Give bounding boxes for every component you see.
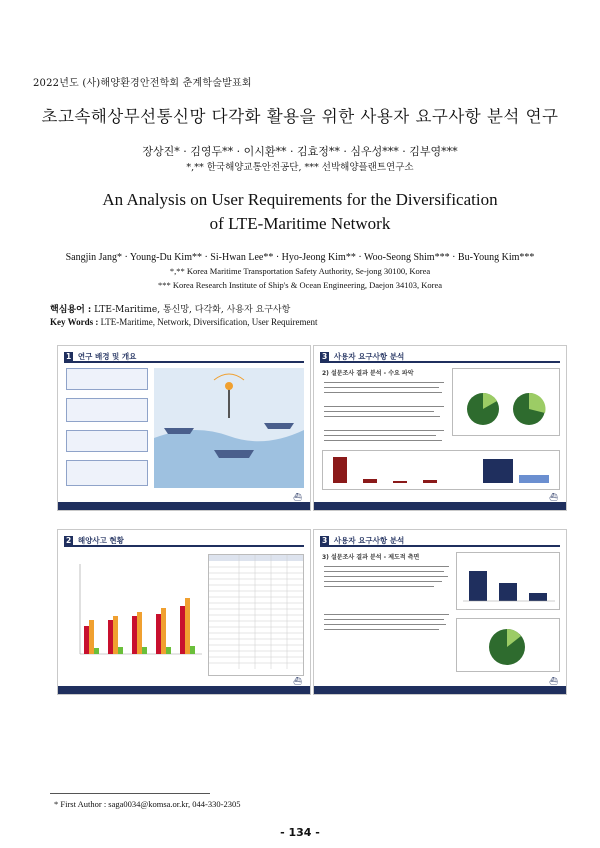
text-line bbox=[324, 566, 449, 567]
keywords-korean bbox=[50, 302, 290, 315]
text-box bbox=[66, 460, 148, 486]
text-line bbox=[324, 614, 449, 615]
panel-number: 1 bbox=[66, 352, 72, 361]
panel-subheading: 3) 설문조사 결과 분석 - 제도적 측면 bbox=[322, 554, 420, 561]
accident-bar-chart bbox=[66, 554, 204, 672]
figure-panel-accidents bbox=[57, 529, 311, 695]
text-line bbox=[324, 619, 444, 620]
panel-rule bbox=[64, 545, 304, 547]
authors-korean: 장상진* · 김영두** · 이시환** · 김효정** · 심우성*** · 김부영*** bbox=[142, 145, 458, 158]
panel-rule bbox=[64, 361, 304, 363]
text-line bbox=[324, 387, 439, 388]
authors-english: Sangjin Jang* · Young-Du Kim** · Si-Hwan Lee** · Hyo-Jeong Kim** · Woo-Seong Shim*** · Bu-Young Kim*** bbox=[65, 252, 535, 263]
text-line bbox=[324, 581, 442, 582]
text-line bbox=[324, 576, 448, 577]
ship-icon: ⛴ bbox=[549, 677, 558, 685]
text-line bbox=[324, 392, 442, 393]
panel-number: 3 bbox=[322, 536, 328, 545]
panel-title: 사용자 요구사항 분석 bbox=[333, 536, 405, 545]
affiliation-english-2: *** Korea Research Institute of Ship's & Ocean Engineering, Daejon 34103, Korea bbox=[157, 280, 443, 290]
maritime-illustration bbox=[154, 368, 304, 488]
text-line bbox=[324, 629, 439, 630]
text-line bbox=[324, 382, 444, 383]
mini-pie-chart bbox=[456, 618, 560, 672]
text-box bbox=[66, 368, 148, 390]
panel-rule bbox=[320, 361, 560, 363]
text-box bbox=[66, 430, 148, 452]
keywords-english-label: Key Words : bbox=[50, 317, 99, 327]
keywords-korean-value: LTE-Maritime, 통신망, 다각화, 사용자 요구사항 bbox=[94, 305, 291, 315]
figure-panel-background bbox=[57, 345, 311, 511]
text-line bbox=[324, 586, 434, 587]
footnote: * First Author : saga0034@komsa.or.kr, 044-330-2305 bbox=[54, 799, 241, 809]
text-line bbox=[324, 406, 444, 407]
title-korean: 초고속해상무선통신망 다각화 활용을 위한 사용자 요구사항 분석 연구 bbox=[41, 107, 559, 126]
text-line bbox=[324, 624, 446, 625]
page-number: - 134 - bbox=[280, 826, 320, 839]
text-line bbox=[324, 416, 440, 417]
accident-table bbox=[208, 554, 304, 676]
keywords-korean-label: 핵심용어 : bbox=[50, 305, 92, 315]
ship-icon: ⛴ bbox=[293, 493, 302, 501]
panel-footer-bar bbox=[58, 502, 310, 510]
keywords-english-value: LTE-Maritime, Network, Diversification, User Requirement bbox=[100, 317, 318, 327]
text-line bbox=[324, 435, 436, 436]
text-box bbox=[66, 398, 148, 422]
panel-number: 2 bbox=[66, 536, 72, 545]
panel-footer-bar bbox=[314, 502, 566, 510]
mini-bar-chart bbox=[322, 450, 560, 490]
ship-icon: ⛴ bbox=[293, 677, 302, 685]
footnote-rule bbox=[50, 793, 210, 794]
panel-title: 사용자 요구사항 분석 bbox=[333, 352, 405, 361]
panel-subheading: 2) 설문조사 결과 분석 - 수요 파악 bbox=[322, 370, 414, 377]
ship-icon: ⛴ bbox=[549, 493, 558, 501]
text-line bbox=[324, 571, 444, 572]
panel-title: 해양사고 현황 bbox=[77, 536, 124, 545]
text-line bbox=[324, 430, 444, 431]
panel-footer-bar bbox=[314, 686, 566, 694]
panel-number: 3 bbox=[322, 352, 328, 361]
conference-header: 2022년도 (사)해양환경안전학회 춘계학술발표회 bbox=[33, 78, 252, 89]
keywords-english bbox=[50, 317, 317, 327]
text-line bbox=[324, 411, 434, 412]
affiliation-english-1: *,** Korea Maritime Transportation Safety Authority, Se-jong 30100, Korea bbox=[169, 266, 431, 276]
panel-rule bbox=[320, 545, 560, 547]
text-line bbox=[324, 440, 442, 441]
panel-title: 연구 배경 및 개요 bbox=[77, 352, 137, 361]
title-english-line2: of LTE-Maritime Network bbox=[209, 214, 391, 233]
panel-footer-bar bbox=[58, 686, 310, 694]
figure-panel-institutional bbox=[313, 529, 567, 695]
title-english bbox=[0, 188, 600, 236]
mini-bar-chart bbox=[456, 552, 560, 610]
title-english-line1: An Analysis on User Requirements for the Diversification bbox=[102, 190, 498, 209]
affiliation-korean: *,** 한국해양교통안전공단, *** 선박해양플랜트연구소 bbox=[186, 162, 414, 173]
figure-panel-demand bbox=[313, 345, 567, 511]
mini-pie-chart bbox=[452, 368, 560, 436]
